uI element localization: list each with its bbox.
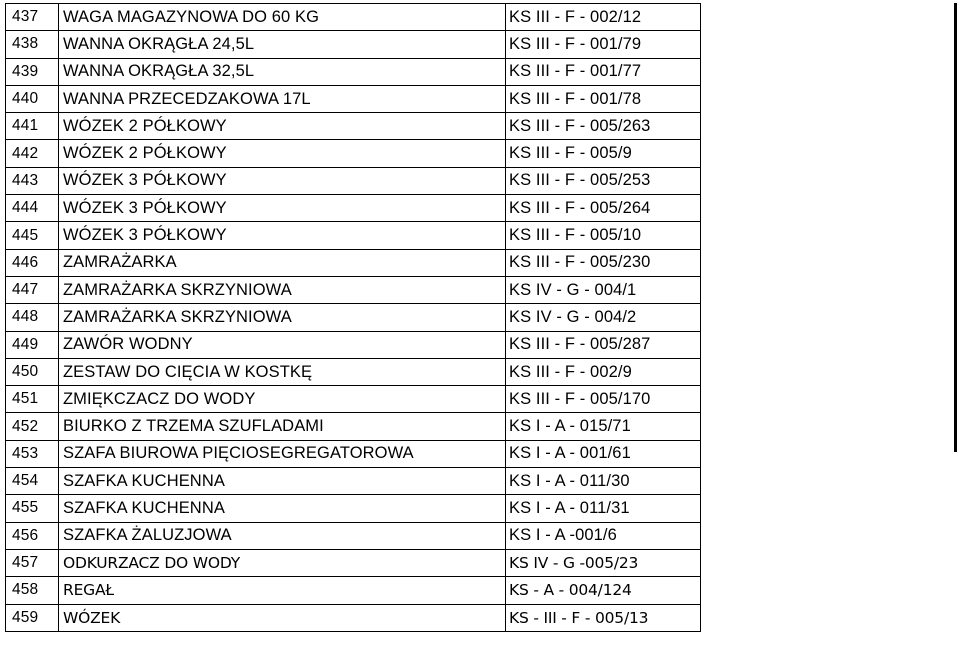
inventory-code: KS III - F - 005/230 xyxy=(506,249,701,276)
row-number: 444 xyxy=(6,195,59,222)
inventory-code: KS IV - G - 004/2 xyxy=(506,304,701,331)
row-number: 442 xyxy=(6,140,59,167)
row-number: 443 xyxy=(6,167,59,194)
inventory-code: KS I - A - 011/30 xyxy=(506,468,701,495)
item-name: ZESTAW DO CIĘCIA W KOSTKĘ xyxy=(59,358,506,385)
row-number: 451 xyxy=(6,386,59,413)
item-name: WÓZEK xyxy=(59,604,506,631)
row-number: 459 xyxy=(6,604,59,631)
table-row xyxy=(6,113,701,140)
row-number: 448 xyxy=(6,304,59,331)
row-number: 445 xyxy=(6,222,59,249)
page-border-line xyxy=(954,3,957,452)
inventory-code: KS III - F - 002/9 xyxy=(506,358,701,385)
inventory-code: KS III - F - 002/12 xyxy=(506,4,701,31)
item-name: ZAMRAŻARKA xyxy=(59,249,506,276)
row-number: 455 xyxy=(6,495,59,522)
inventory-table xyxy=(5,3,701,632)
inventory-code: KS I - A - 015/71 xyxy=(506,413,701,440)
item-name: ZAMRAŻARKA SKRZYNIOWA xyxy=(59,276,506,303)
table-row xyxy=(6,358,701,385)
item-name: WÓZEK 2 PÓŁKOWY xyxy=(59,113,506,140)
table-row xyxy=(6,413,701,440)
table-row xyxy=(6,167,701,194)
table-row xyxy=(6,222,701,249)
table-row xyxy=(6,304,701,331)
row-number: 440 xyxy=(6,85,59,112)
row-number: 450 xyxy=(6,358,59,385)
inventory-code: KS III - F - 001/79 xyxy=(506,31,701,58)
table-row xyxy=(6,276,701,303)
item-name: REGAŁ xyxy=(59,577,506,604)
table-row xyxy=(6,495,701,522)
inventory-code: KS IV - G -005/23 xyxy=(506,549,701,576)
item-name: WÓZEK 3 PÓŁKOWY xyxy=(59,222,506,249)
inventory-code: KS III - F - 005/263 xyxy=(506,113,701,140)
row-number: 438 xyxy=(6,31,59,58)
inventory-code: KS III - F - 005/264 xyxy=(506,195,701,222)
inventory-code: KS I - A - 011/31 xyxy=(506,495,701,522)
item-name: BIURKO Z TRZEMA SZUFLADAMI xyxy=(59,413,506,440)
item-name: WÓZEK 2 PÓŁKOWY xyxy=(59,140,506,167)
item-name: WÓZEK 3 PÓŁKOWY xyxy=(59,167,506,194)
inventory-code: KS III - F - 001/77 xyxy=(506,58,701,85)
inventory-code: KS - A - 004/124 xyxy=(506,577,701,604)
item-name: SZAFKA ŻALUZJOWA xyxy=(59,522,506,549)
item-name: WANNA OKRĄGŁA 32,5L xyxy=(59,58,506,85)
inventory-code: KS III - F - 001/78 xyxy=(506,85,701,112)
table-row xyxy=(6,468,701,495)
table-row xyxy=(6,85,701,112)
item-name: WANNA PRZECEDZAKOWA 17L xyxy=(59,85,506,112)
row-number: 449 xyxy=(6,331,59,358)
row-number: 441 xyxy=(6,113,59,140)
row-number: 456 xyxy=(6,522,59,549)
item-name: SZAFA BIUROWA PIĘCIOSEGREGATOROWA xyxy=(59,440,506,467)
table-row xyxy=(6,522,701,549)
item-name: ZMIĘKCZACZ DO WODY xyxy=(59,386,506,413)
table-row xyxy=(6,58,701,85)
table-row xyxy=(6,4,701,31)
item-name: SZAFKA KUCHENNA xyxy=(59,468,506,495)
item-name: WÓZEK 3 PÓŁKOWY xyxy=(59,195,506,222)
inventory-code: KS IV - G - 004/1 xyxy=(506,276,701,303)
inventory-code: KS III - F - 005/287 xyxy=(506,331,701,358)
item-name: ODKURZACZ DO WODY xyxy=(59,549,506,576)
item-name: SZAFKA KUCHENNA xyxy=(59,495,506,522)
table-row xyxy=(6,249,701,276)
row-number: 437 xyxy=(6,4,59,31)
inventory-code: KS - III - F - 005/13 xyxy=(506,604,701,631)
inventory-code: KS III - F - 005/9 xyxy=(506,140,701,167)
table-row xyxy=(6,195,701,222)
inventory-code: KS I - A -001/6 xyxy=(506,522,701,549)
inventory-code: KS III - F - 005/253 xyxy=(506,167,701,194)
table-row xyxy=(6,604,701,631)
row-number: 458 xyxy=(6,577,59,604)
row-number: 454 xyxy=(6,468,59,495)
row-number: 453 xyxy=(6,440,59,467)
table-row xyxy=(6,140,701,167)
item-name: WANNA OKRĄGŁA 24,5L xyxy=(59,31,506,58)
table-row xyxy=(6,577,701,604)
row-number: 452 xyxy=(6,413,59,440)
row-number: 439 xyxy=(6,58,59,85)
row-number: 457 xyxy=(6,549,59,576)
inventory-table-body xyxy=(6,4,701,632)
row-number: 447 xyxy=(6,276,59,303)
item-name: ZAMRAŻARKA SKRZYNIOWA xyxy=(59,304,506,331)
item-name: WAGA MAGAZYNOWA DO 60 KG xyxy=(59,4,506,31)
row-number: 446 xyxy=(6,249,59,276)
inventory-code: KS III - F - 005/10 xyxy=(506,222,701,249)
inventory-code: KS III - F - 005/170 xyxy=(506,386,701,413)
table-row xyxy=(6,440,701,467)
inventory-code: KS I - A - 001/61 xyxy=(506,440,701,467)
table-row xyxy=(6,386,701,413)
item-name: ZAWÓR WODNY xyxy=(59,331,506,358)
table-row xyxy=(6,331,701,358)
table-row xyxy=(6,549,701,576)
table-row xyxy=(6,31,701,58)
